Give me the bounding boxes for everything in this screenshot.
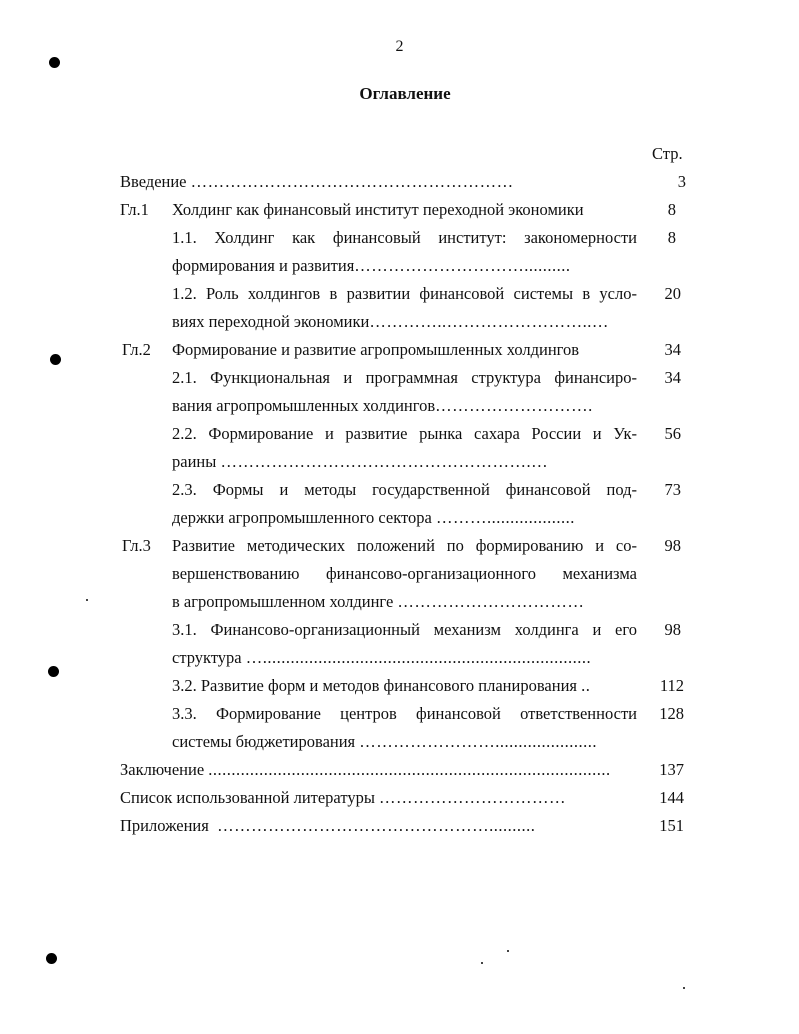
toc-page-number: 34 xyxy=(664,368,681,387)
toc-page-number: 98 xyxy=(664,536,681,555)
scan-speck xyxy=(481,962,483,964)
toc-entry-intro xyxy=(120,172,514,192)
scan-speck xyxy=(86,599,88,601)
binder-hole xyxy=(50,354,61,365)
page-number: 2 xyxy=(395,38,404,55)
binder-hole xyxy=(49,57,60,68)
scan-speck xyxy=(683,987,685,989)
dot-leader: ………………………………………….......... xyxy=(217,816,536,835)
toc-page-number: 20 xyxy=(664,284,681,303)
toc-page-number: 144 xyxy=(659,788,684,807)
chapter-title: Холдинг как финансовый институт переходной экономики xyxy=(172,200,584,219)
section-title: 3.1. Финансово-организационный механизм холдинга и его xyxy=(172,620,637,639)
chapter-number: Гл.2 xyxy=(122,340,151,359)
page-title: Оглавление xyxy=(359,84,451,103)
dot-leader: ………………………………………………… xyxy=(190,172,514,191)
dot-leader: …....................................................................... xyxy=(245,648,592,667)
toc-entry-conclusion: Заключение ....................................................................................... xyxy=(120,760,611,779)
toc-page-number: 151 xyxy=(659,816,684,835)
section-title-continued: системы бюджетирования ……………………...................... xyxy=(172,732,598,751)
chapter-title: Развитие методических положений по формированию и со- xyxy=(172,536,637,555)
chapter-number: Гл.1 xyxy=(120,200,149,219)
section-title: 2.2. Формирование и развитие рынка сахара России и Ук- xyxy=(172,424,637,443)
toc-page-number: 8 xyxy=(667,200,676,219)
binder-hole xyxy=(48,666,59,677)
dot-leader: ………................... xyxy=(435,508,575,527)
page-column-header: Стр. xyxy=(652,144,683,163)
toc-page-number: 98 xyxy=(664,620,681,639)
section-title-continued: держки агропромышленного сектора ………................... xyxy=(172,508,575,527)
dot-leader: ....................................................................................... xyxy=(208,760,611,779)
section-title-continued: формирования и развития………………………….......... xyxy=(172,256,571,275)
section-title-continued: виях переходной экономики…………..……………………..… xyxy=(172,312,609,331)
toc-entry-appendices: Приложения ………………………………………….......... xyxy=(120,816,536,835)
section-title: 2.3. Формы и методы государственной финансовой под- xyxy=(172,480,637,499)
section-title: 1.1. Холдинг как финансовый институт: закономерности xyxy=(172,228,637,247)
toc-page-number: 128 xyxy=(659,704,684,723)
dot-leader: .. xyxy=(581,676,591,695)
section-title-continued: вания агропромышленных холдингов………………………. xyxy=(172,396,593,415)
chapter-title-continued: вершенствованию финансово-организационного механизма xyxy=(172,564,637,583)
toc-page-number: 73 xyxy=(664,480,681,499)
dot-leader: …………………………… xyxy=(379,788,567,807)
section-title-continued: структура …....................................................................... xyxy=(172,648,592,667)
section-title: 3.2. Развитие форм и методов финансового планирования .. xyxy=(172,676,591,695)
toc-page-number: 8 xyxy=(667,228,676,247)
dot-leader: ……………………...................... xyxy=(359,732,598,751)
toc-page-number: 34 xyxy=(664,340,681,359)
section-title: 1.2. Роль холдингов в развитии финансовой системы в усло- xyxy=(172,284,637,303)
toc-page-number: 56 xyxy=(664,424,681,443)
dot-leader: ……………………………………………….… xyxy=(220,452,549,471)
dot-leader: …………………………… xyxy=(397,592,585,611)
toc-entry-references: Список использованной литературы …………………………… xyxy=(120,788,567,807)
section-title: 3.3. Формирование центров финансовой ответственности xyxy=(172,704,637,723)
binder-hole xyxy=(46,953,57,964)
section-title: 2.1. Функциональная и программная структура финансиро- xyxy=(172,368,637,387)
chapter-title-continued: в агропромышленном холдинге …………………………… xyxy=(172,592,585,611)
dot-leader: ………………………. xyxy=(435,396,593,415)
chapter-title: Формирование и развитие агропромышленных холдингов xyxy=(172,340,580,359)
dot-leader: ………………………….......... xyxy=(354,256,571,275)
toc-page-number: 137 xyxy=(659,760,684,779)
toc-page-number: 3 xyxy=(677,172,686,191)
scan-speck xyxy=(507,950,509,952)
toc-entry-label: Введение xyxy=(120,172,187,191)
section-title-continued: раины ……………………………………………….… xyxy=(172,452,549,471)
dot-leader: …………..……………………..… xyxy=(369,312,609,331)
toc-page-number: 112 xyxy=(659,676,684,695)
chapter-number: Гл.3 xyxy=(122,536,151,555)
